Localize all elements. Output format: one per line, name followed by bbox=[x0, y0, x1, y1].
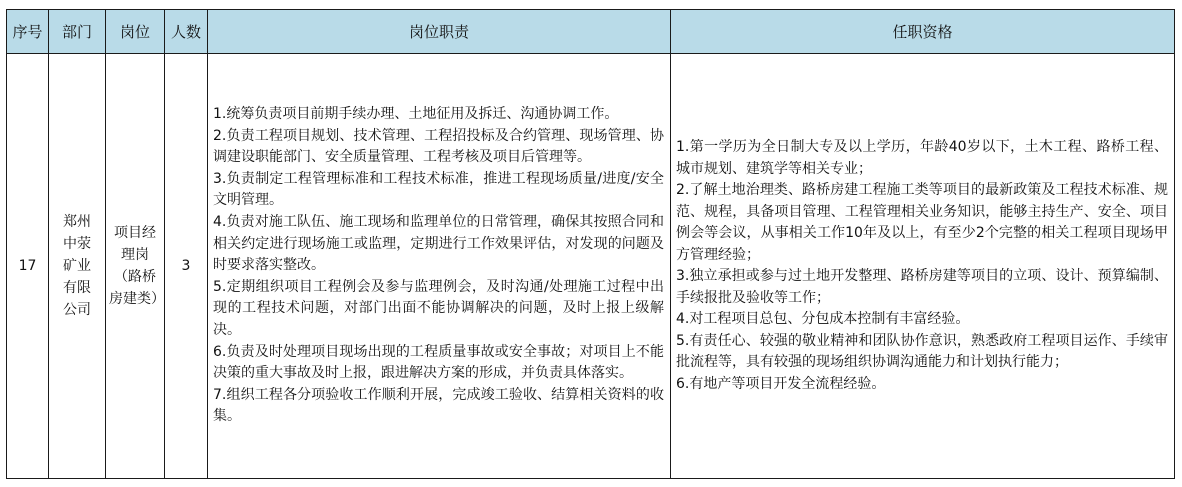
header-row bbox=[7, 10, 1175, 54]
qualification-item: 4.对工程项目总包、分包成本控制有丰富经验。 bbox=[676, 311, 970, 327]
qualification-item: 2.了解土地治理类、路桥房建工程施工类等项目的最新政策及工程技术标准、规范、规程，具备项目管理、工程管理相关业务知识，能够主持生产、安全、项目例会等会议，从事相关工作10年及以上，有至少2个完整的相关工程项目现场甲方管理经验； bbox=[676, 182, 1168, 263]
header-count: 人数 bbox=[165, 10, 208, 54]
duty-item: 7.组织工程各分项验收工作顺利开展，完成竣工验收、结算相关资料的收集。 bbox=[213, 386, 664, 425]
qualification-item: 5.有责任心、较强的敬业精神和团队协作意识，熟悉政府工程项目运作、手续审批流程等，具有较强的现场组织协调沟通能力和计划执行能力； bbox=[676, 332, 1168, 370]
job-table bbox=[6, 9, 1175, 479]
cell-dept bbox=[49, 54, 106, 479]
qualifications-list bbox=[676, 137, 1168, 395]
cell-count: 3 bbox=[165, 54, 208, 479]
dept-text: 郑州中荥矿业有限公司 bbox=[63, 214, 91, 318]
duty-item: 5.定期组织项目工程例会及参与监理例会，及时沟通/处理施工过程中出现的工程技术问题，对部门出面不能协调解决的问题，及时上报上级解决。 bbox=[213, 278, 664, 338]
header-position: 岗位 bbox=[106, 10, 165, 54]
header-duties: 岗位职责 bbox=[208, 10, 671, 54]
duties-list bbox=[213, 104, 664, 428]
cell-seq: 17 bbox=[7, 54, 49, 479]
cell-duties bbox=[208, 54, 671, 479]
duty-item: 2.负责工程项目规划、技术管理、工程招投标及合约管理、现场管理、协调建设职能部门、安全质量管理、工程考核及项目后管理等。 bbox=[213, 127, 664, 166]
header-dept: 部门 bbox=[49, 10, 106, 54]
qualification-item: 3.独立承担或参与过土地开发整理、路桥房建等项目的立项、设计、预算编制、手续报批及验收等工作； bbox=[676, 268, 1168, 306]
qualification-item: 1.第一学历为全日制大专及以上学历，年龄40岁以下，土木工程、路桥工程、城市规划、建筑学等相关专业； bbox=[676, 139, 1168, 177]
header-qualifications: 任职资格 bbox=[671, 10, 1175, 54]
duty-item: 3.负责制定工程管理标准和工程技术标准，推进工程现场质量/进度/安全文明管理。 bbox=[213, 170, 664, 209]
position-text: 项目经理岗（路桥房建类） bbox=[109, 225, 165, 307]
table-row bbox=[7, 54, 1175, 479]
cell-qualifications bbox=[671, 54, 1175, 479]
duty-item: 6.负责及时处理项目现场出现的工程质量事故或安全事故；对项目上不能决策的重大事故及时上报，跟进解决方案的形成，并负责具体落实。 bbox=[213, 343, 664, 382]
cell-position bbox=[106, 54, 165, 479]
qualification-item: 6.有地产等项目开发全流程经验。 bbox=[676, 375, 886, 392]
duty-item: 1.统筹负责项目前期手续办理、土地征用及拆迁、沟通协调工作。 bbox=[213, 106, 619, 123]
header-seq: 序号 bbox=[7, 10, 49, 54]
duty-item: 4.负责对施工队伍、施工现场和监理单位的日常管理，确保其按照合同和相关约定进行现场施工或监理，定期进行工作效果评估，对发现的问题及时要求落实整改。 bbox=[213, 214, 664, 274]
